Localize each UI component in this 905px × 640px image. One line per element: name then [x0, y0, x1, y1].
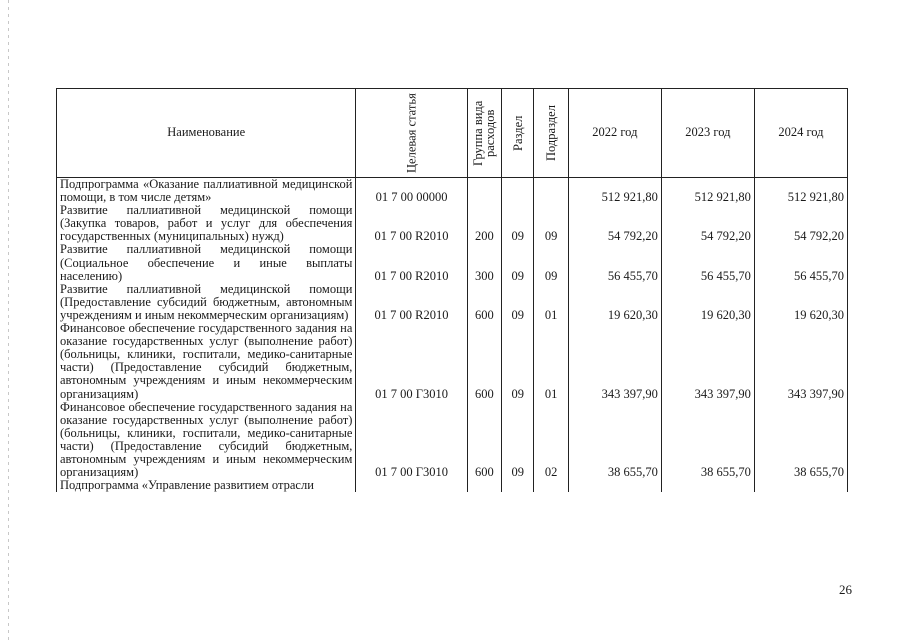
row-amount-2022: 54 792,20 — [568, 204, 661, 243]
row-amount-2022: 343 397,90 — [568, 322, 661, 401]
budget-table — [56, 88, 848, 492]
table-row — [57, 243, 848, 282]
row-amount-2023: 56 455,70 — [661, 243, 754, 282]
row-amount-2022 — [568, 479, 661, 492]
row-target-article: 01 7 00 R2010 — [356, 243, 467, 282]
row-name: Финансовое обеспечение государственного задания на оказание государственных услуг (выполнение работ) (больницы, клиники, госпитали, медико-санитарные части) (Предоставление субсидий бюджетным, автономным учреждениям и иным некоммерческим организациям) — [57, 322, 356, 401]
row-name: Подпрограмма «Управление развитием отрасли — [57, 479, 356, 492]
row-amount-2022: 56 455,70 — [568, 243, 661, 282]
row-amount-2022: 38 655,70 — [568, 401, 661, 480]
page-number: 26 — [839, 582, 852, 597]
row-subsection — [534, 178, 568, 205]
table-row — [57, 401, 848, 480]
row-target-article: 01 7 00 R2010 — [356, 283, 467, 322]
row-subsection: 09 — [534, 243, 568, 282]
scan-edge-line — [8, 0, 9, 640]
row-amount-2024: 19 620,30 — [754, 283, 847, 322]
row-expense-group — [467, 178, 501, 205]
row-expense-group: 600 — [467, 283, 501, 322]
row-amount-2024: 512 921,80 — [754, 178, 847, 205]
row-section: 09 — [502, 243, 534, 282]
row-amount-2024: 56 455,70 — [754, 243, 847, 282]
table-row — [57, 322, 848, 401]
row-expense-group: 600 — [467, 322, 501, 401]
table-header-row — [57, 89, 848, 178]
row-expense-group: 300 — [467, 243, 501, 282]
row-target-article: 01 7 00 00000 — [356, 178, 467, 205]
row-name: Подпрограмма «Оказание паллиативной медицинской помощи, в том числе детям» — [57, 178, 356, 205]
row-amount-2023: 38 655,70 — [661, 401, 754, 480]
row-target-article: 01 7 00 R2010 — [356, 204, 467, 243]
row-section — [502, 479, 534, 492]
row-subsection: 01 — [534, 283, 568, 322]
table-row — [57, 283, 848, 322]
row-amount-2024: 54 792,20 — [754, 204, 847, 243]
row-amount-2023: 19 620,30 — [661, 283, 754, 322]
header-expense-group: Группа вида расходов — [467, 89, 501, 178]
row-amount-2023: 343 397,90 — [661, 322, 754, 401]
row-amount-2023: 512 921,80 — [661, 178, 754, 205]
row-name: Развитие паллиативной медицинской помощи (Социальное обеспечение и иные выплаты населению) — [57, 243, 356, 282]
header-subsection: Подраздел — [534, 89, 568, 178]
table-row — [57, 178, 848, 205]
row-expense-group: 600 — [467, 401, 501, 480]
row-amount-2022: 512 921,80 — [568, 178, 661, 205]
row-name: Развитие паллиативной медицинской помощи (Закупка товаров, работ и услуг для обеспечения государственных (муниципальных) нужд) — [57, 204, 356, 243]
table-row — [57, 204, 848, 243]
row-expense-group — [467, 479, 501, 492]
row-amount-2023 — [661, 479, 754, 492]
row-section: 09 — [502, 283, 534, 322]
header-name: Наименование — [57, 89, 356, 178]
row-target-article: 01 7 00 Г3010 — [356, 401, 467, 480]
row-amount-2024: 343 397,90 — [754, 322, 847, 401]
row-target-article — [356, 479, 467, 492]
header-year-2022: 2022 год — [568, 89, 661, 178]
row-target-article: 01 7 00 Г3010 — [356, 322, 467, 401]
row-amount-2023: 54 792,20 — [661, 204, 754, 243]
row-subsection: 09 — [534, 204, 568, 243]
row-subsection: 01 — [534, 322, 568, 401]
header-year-2024: 2024 год — [754, 89, 847, 178]
row-section — [502, 178, 534, 205]
header-target-article: Целевая статья — [356, 89, 467, 178]
row-expense-group: 200 — [467, 204, 501, 243]
row-subsection — [534, 479, 568, 492]
header-section: Раздел — [502, 89, 534, 178]
table-row — [57, 479, 848, 492]
row-name: Развитие паллиативной медицинской помощи (Предоставление субсидий бюджетным, автономным учреждениям и иным некоммерческим организациям) — [57, 283, 356, 322]
row-amount-2022: 19 620,30 — [568, 283, 661, 322]
row-amount-2024 — [754, 479, 847, 492]
row-subsection: 02 — [534, 401, 568, 480]
row-name: Финансовое обеспечение государственного задания на оказание государственных услуг (выполнение работ) (больницы, клиники, госпитали, медико-санитарные части) (Предоставление субсидий бюджетным, автономным учреждениям и иным некоммерческим организациям) — [57, 401, 356, 480]
header-year-2023: 2023 год — [661, 89, 754, 178]
row-section: 09 — [502, 401, 534, 480]
row-section: 09 — [502, 204, 534, 243]
row-amount-2024: 38 655,70 — [754, 401, 847, 480]
row-section: 09 — [502, 322, 534, 401]
